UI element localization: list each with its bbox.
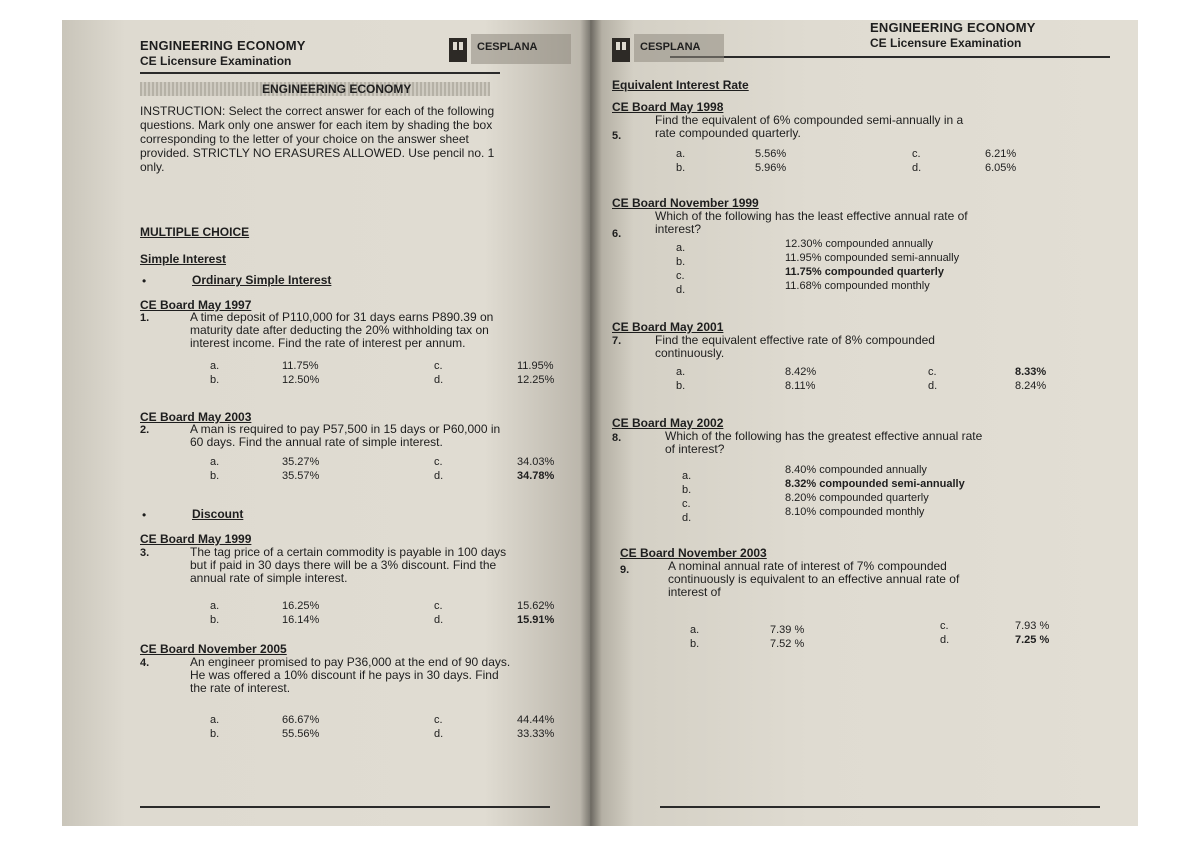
q-line: interest? — [655, 222, 702, 236]
q7-board: CE Board May 2001 — [612, 320, 724, 334]
q6-text — [655, 210, 1125, 236]
q8-text — [665, 430, 1125, 456]
q-line: rate compounded quarterly. — [655, 126, 801, 140]
q8-number: 8. — [612, 432, 622, 444]
q3-opt-d: 15.91% — [517, 614, 555, 626]
q5-text — [655, 114, 1125, 140]
q8-opt-b: 8.32% compounded semi-annually — [785, 478, 965, 490]
q1-number: 1. — [140, 312, 150, 324]
opt-letter: b. — [210, 728, 220, 740]
opt-letter: c. — [912, 148, 921, 160]
q8-opt-d: 8.10% compounded monthly — [785, 506, 925, 518]
q-line: Find the equivalent of 6% compounded semi-annually in a — [655, 113, 964, 127]
opt-letter: d. — [940, 634, 950, 646]
q2-opt-d: 34.78% — [517, 470, 555, 482]
opt-letter: d. — [928, 380, 938, 392]
opt-letter: b. — [676, 256, 686, 268]
opt-letter: a. — [676, 366, 686, 378]
q6-opt-c: 11.75% compounded quarterly — [785, 266, 944, 278]
opt-letter: d. — [682, 512, 692, 524]
right-footer-rule — [660, 806, 1100, 808]
multiple-choice-heading: MULTIPLE CHOICE — [140, 225, 250, 239]
q9-board: CE Board November 2003 — [620, 546, 767, 560]
opt-letter: d. — [434, 614, 444, 626]
q1-text — [190, 311, 585, 350]
instruction-block — [140, 104, 580, 174]
left-footer-rule — [140, 806, 550, 808]
q-line: He was offered a 10% discount if he pays in 30 days. Find — [190, 668, 499, 682]
q-line: Which of the following has the greatest effective annual rate — [665, 429, 983, 443]
left-header-title: ENGINEERING ECONOMY — [140, 38, 306, 53]
book-photo — [62, 20, 1138, 826]
simple-interest-heading: Simple Interest — [140, 252, 227, 266]
q9-opt-a: 7.39 % — [770, 624, 805, 636]
q6-opt-b: 11.95% compounded semi-annually — [785, 252, 960, 264]
q6-board: CE Board November 1999 — [612, 196, 759, 210]
q-line: 60 days. Find the annual rate of simple interest. — [190, 435, 443, 449]
opt-letter: d. — [912, 162, 922, 174]
opt-letter: c. — [940, 620, 949, 632]
q3-opt-a: 16.25% — [282, 600, 320, 612]
opt-letter: d. — [676, 284, 686, 296]
opt-letter: c. — [434, 600, 443, 612]
q9-opt-b: 7.52 % — [770, 638, 805, 650]
q9-opt-c: 7.93 % — [1015, 620, 1050, 632]
q5-opt-a: 5.56% — [755, 148, 787, 160]
q2-board: CE Board May 2003 — [140, 410, 252, 424]
bullet-icon: • — [142, 274, 147, 288]
ordinary-simple-interest-heading: Ordinary Simple Interest — [192, 273, 332, 287]
q2-number: 2. — [140, 424, 150, 436]
q6-opt-a: 12.30% compounded annually — [785, 238, 934, 250]
q-line: continuously. — [655, 346, 725, 360]
q-line: of interest? — [665, 442, 725, 456]
q2-opt-c: 34.03% — [517, 456, 555, 468]
q7-opt-c: 8.33% — [1015, 366, 1047, 378]
q-line: Find the equivalent effective rate of 8% compounded — [655, 333, 935, 347]
q-line: An engineer promised to pay P36,000 at the end of 90 days. — [190, 655, 511, 669]
q1-opt-a: 11.75% — [282, 360, 319, 372]
q2-text — [190, 423, 585, 449]
left-page — [62, 20, 590, 826]
logo-text: CESPLANA — [640, 41, 701, 53]
q3-opt-c: 15.62% — [517, 600, 555, 612]
q7-opt-b: 8.11% — [785, 380, 816, 392]
q7-opt-a: 8.42% — [785, 366, 817, 378]
instruction-line: provided. STRICTLY NO ERASURES ALLOWED. Use pencil no. 1 — [140, 146, 495, 160]
q8-opt-a: 8.40% compounded annually — [785, 464, 927, 476]
q2-opt-a: 35.27% — [282, 456, 320, 468]
q9-text — [668, 560, 1128, 599]
q7-text — [655, 334, 1125, 360]
opt-letter: a. — [682, 470, 692, 482]
left-section-title: ENGINEERING ECONOMY — [262, 82, 412, 96]
opt-letter: c. — [928, 366, 937, 378]
q5-board: CE Board May 1998 — [612, 100, 724, 114]
opt-letter: d. — [434, 470, 444, 482]
q-line: A nominal annual rate of interest of 7% compounded — [668, 559, 947, 573]
opt-letter: a. — [210, 456, 220, 468]
q-line: interest income. Find the rate of interest per annum. — [190, 336, 466, 350]
publisher-logo — [447, 28, 577, 70]
q-line: A man is required to pay P57,500 in 15 days or P60,000 in — [190, 422, 501, 436]
q-line: the rate of interest. — [190, 681, 291, 695]
q3-board: CE Board May 1999 — [140, 532, 252, 546]
q4-opt-a: 66.67% — [282, 714, 320, 726]
instruction-line: INSTRUCTION: Select the correct answer for each of the following — [140, 104, 495, 118]
opt-letter: d. — [434, 374, 444, 386]
instruction-line: only. — [140, 160, 165, 174]
q3-opt-b: 16.14% — [282, 614, 320, 626]
q6-number: 6. — [612, 228, 622, 240]
q4-text — [190, 656, 585, 695]
q8-board: CE Board May 2002 — [612, 416, 724, 430]
book-spine-shadow — [580, 20, 602, 826]
q3-number: 3. — [140, 547, 150, 559]
q4-board: CE Board November 2005 — [140, 642, 287, 656]
q5-opt-c: 6.21% — [985, 148, 1017, 160]
publisher-logo — [610, 26, 740, 68]
opt-letter: a. — [210, 600, 220, 612]
left-header-subtitle: CE Licensure Examination — [140, 54, 292, 68]
opt-letter: b. — [676, 380, 686, 392]
bullet-icon: • — [142, 508, 147, 522]
q8-opt-c: 8.20% compounded quarterly — [785, 492, 929, 504]
opt-letter: a. — [690, 624, 700, 636]
discount-heading: Discount — [192, 507, 244, 521]
opt-letter: b. — [690, 638, 700, 650]
opt-letter: a. — [210, 360, 220, 372]
q-line: A time deposit of P110,000 for 31 days earns P890.39 on — [190, 310, 494, 324]
q-line: continuously is equivalent to an effective annual rate of — [668, 572, 960, 586]
left-header-rule — [140, 72, 500, 74]
q9-opt-d: 7.25 % — [1015, 634, 1050, 646]
q4-opt-d: 33.33% — [517, 728, 555, 740]
opt-letter: a. — [210, 714, 220, 726]
q6-opt-d: 11.68% compounded monthly — [785, 280, 930, 292]
right-header-title: ENGINEERING ECONOMY — [870, 20, 1036, 35]
q-line: Which of the following has the least effective annual rate of — [655, 209, 968, 223]
right-header-subtitle: CE Licensure Examination — [870, 36, 1022, 50]
q1-opt-c: 11.95% — [517, 360, 554, 372]
opt-letter: c. — [434, 456, 443, 468]
q-line: annual rate of simple interest. — [190, 571, 348, 585]
q1-opt-d: 12.25% — [517, 374, 555, 386]
logo-text: CESPLANA — [477, 41, 538, 53]
opt-letter: b. — [676, 162, 686, 174]
q4-opt-c: 44.44% — [517, 714, 555, 726]
right-page — [590, 20, 1138, 826]
opt-letter: a. — [676, 148, 686, 160]
opt-letter: b. — [210, 614, 220, 626]
opt-letter: c. — [434, 360, 443, 372]
q9-number: 9. — [620, 564, 630, 576]
q-line: but if paid in 30 days there will be a 3% discount. Find the — [190, 558, 497, 572]
q3-text — [190, 546, 585, 585]
q5-opt-d: 6.05% — [985, 162, 1017, 174]
q7-opt-d: 8.24% — [1015, 380, 1047, 392]
q4-opt-b: 55.56% — [282, 728, 320, 740]
q7-number: 7. — [612, 335, 622, 347]
q-line: maturity date after deducting the 20% withholding tax on — [190, 323, 489, 337]
equivalent-rate-heading: Equivalent Interest Rate — [612, 78, 749, 92]
opt-letter: b. — [210, 470, 220, 482]
q5-opt-b: 5.96% — [755, 162, 787, 174]
opt-letter: b. — [210, 374, 220, 386]
q4-number: 4. — [140, 657, 150, 669]
q1-board: CE Board May 1997 — [140, 298, 252, 312]
opt-letter: c. — [676, 270, 685, 282]
q2-opt-b: 35.57% — [282, 470, 320, 482]
instruction-line: corresponding to the letter of your choice on the answer sheet — [140, 132, 469, 146]
q-line: The tag price of a certain commodity is payable in 100 days — [190, 545, 507, 559]
opt-letter: d. — [434, 728, 444, 740]
q1-opt-b: 12.50% — [282, 374, 320, 386]
opt-letter: b. — [682, 484, 692, 496]
instruction-line: questions. Mark only one answer for each item by shading the box — [140, 118, 493, 132]
q-line: interest of — [668, 585, 721, 599]
opt-letter: a. — [676, 242, 686, 254]
q5-number: 5. — [612, 130, 622, 142]
opt-letter: c. — [682, 498, 691, 510]
opt-letter: c. — [434, 714, 443, 726]
